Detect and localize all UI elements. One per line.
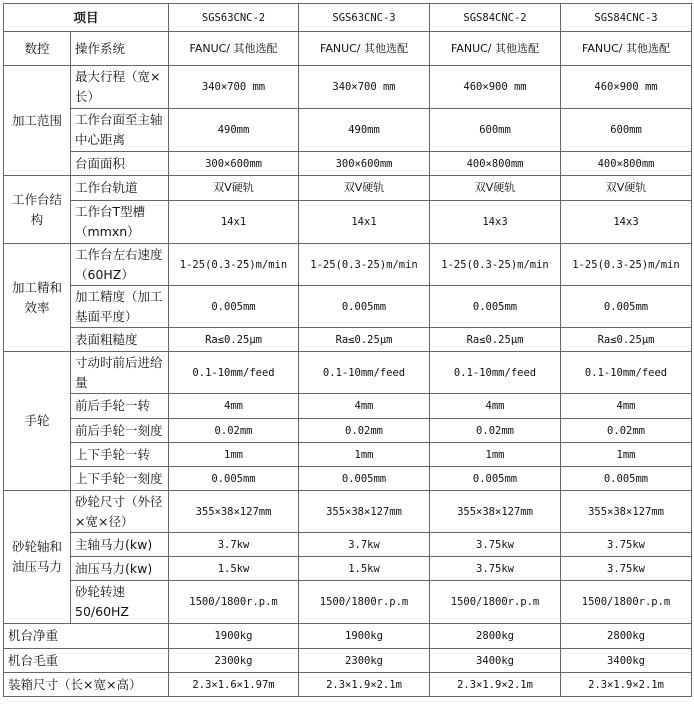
value-cell: 4mm [169,394,299,419]
value-cell: 490mm [299,109,430,152]
value-cell: 14x3 [561,201,692,244]
value-cell: 2800kg [561,624,692,649]
value-cell: 14x3 [430,201,561,244]
value-cell: 2.3×1.6×1.97m [169,673,299,697]
value-cell: 300×600mm [169,152,299,176]
value-cell: 1-25(0.3-25)m/min [430,244,561,286]
param-cell: 工作台面至主轴中心距离 [71,109,169,152]
table-row [4,328,692,352]
param-cell: 操作系统 [71,32,169,66]
table-row [4,649,692,673]
table-row [4,66,692,109]
value-cell: 14x1 [169,201,299,244]
value-cell: Ra≤0.25μm [561,328,692,352]
value-cell: 1900kg [299,624,430,649]
category-cell: 手轮 [4,352,71,491]
table-row [4,467,692,491]
value-cell: 0.005mm [430,286,561,328]
value-cell: 355×38×127mm [561,491,692,533]
table-row [4,244,692,286]
value-cell: 2.3×1.9×2.1m [299,673,430,697]
value-cell: 4mm [430,394,561,419]
spec-table [3,3,692,697]
table-row [4,419,692,443]
value-cell: Ra≤0.25μm [299,328,430,352]
value-cell: 2300kg [299,649,430,673]
table-row [4,581,692,624]
value-cell: 0.1-10mm/feed [299,352,430,394]
table-row [4,491,692,533]
param-cell: 工作台T型槽（mmxn） [71,201,169,244]
value-cell: 0.005mm [561,286,692,328]
param-cell: 前后手轮一转 [71,394,169,419]
value-cell: 1.5kw [299,557,430,581]
value-cell: 2.3×1.9×2.1m [430,673,561,697]
value-cell: 2300kg [169,649,299,673]
category-cell: 工作台结构 [4,176,71,244]
value-cell: 1500/1800r.p.m [561,581,692,624]
value-cell: Ra≤0.25μm [169,328,299,352]
value-cell: 0.02mm [561,419,692,443]
value-cell: 双V硬轨 [299,176,430,201]
table-row [4,286,692,328]
category-cell: 数控 [4,32,71,66]
param-cell: 上下手轮一刻度 [71,467,169,491]
value-cell: 1mm [169,443,299,467]
value-cell: 355×38×127mm [299,491,430,533]
value-cell: 0.02mm [299,419,430,443]
header-model: SGS84CNC-3 [561,4,692,32]
param-cell: 油压马力(kw) [71,557,169,581]
value-cell: 3400kg [561,649,692,673]
value-cell: 3.7kw [169,533,299,557]
value-cell: 0.1-10mm/feed [169,352,299,394]
table-row [4,176,692,201]
value-cell: 3.7kw [299,533,430,557]
value-cell: 3400kg [430,649,561,673]
value-cell: 1-25(0.3-25)m/min [299,244,430,286]
param-cell: 台面面积 [71,152,169,176]
value-cell: 0.005mm [561,467,692,491]
param-cell: 加工精度（加工基面平度） [71,286,169,328]
value-cell: 14x1 [299,201,430,244]
header-item-label: 项目 [4,4,169,32]
value-cell: FANUC/ 其他选配 [169,32,299,66]
param-cell: 最大行程（宽×长） [71,66,169,109]
value-cell: 400×800mm [561,152,692,176]
value-cell: 300×600mm [299,152,430,176]
value-cell: 400×800mm [430,152,561,176]
table-row [4,673,692,697]
value-cell: 0.005mm [169,467,299,491]
param-cell: 砂轮转速50/60HZ [71,581,169,624]
value-cell: 0.005mm [299,467,430,491]
table-row [4,394,692,419]
value-cell: 3.75kw [561,533,692,557]
value-cell: 1mm [430,443,561,467]
table-row [4,533,692,557]
table-row [4,443,692,467]
value-cell: FANUC/ 其他选配 [430,32,561,66]
row-label: 机台净重 [4,624,169,649]
value-cell: 1mm [561,443,692,467]
param-cell: 前后手轮一刻度 [71,419,169,443]
value-cell: 490mm [169,109,299,152]
value-cell: 0.1-10mm/feed [561,352,692,394]
value-cell: FANUC/ 其他选配 [299,32,430,66]
value-cell: 2.3×1.9×2.1m [561,673,692,697]
value-cell: 3.75kw [561,557,692,581]
header-model: SGS84CNC-2 [430,4,561,32]
param-cell: 上下手轮一转 [71,443,169,467]
value-cell: 1500/1800r.p.m [299,581,430,624]
value-cell: 4mm [561,394,692,419]
table-row [4,624,692,649]
category-cell: 加工范围 [4,66,71,176]
param-cell: 主轴马力(kw) [71,533,169,557]
table-row [4,557,692,581]
table-row [4,109,692,152]
value-cell: 355×38×127mm [430,491,561,533]
category-cell: 砂轮轴和油压马力 [4,491,71,624]
row-label: 机台毛重 [4,649,169,673]
value-cell: 双V硬轨 [561,176,692,201]
value-cell: FANUC/ 其他选配 [561,32,692,66]
value-cell: 1-25(0.3-25)m/min [169,244,299,286]
header-model: SGS63CNC-2 [169,4,299,32]
value-cell: 340×700 mm [299,66,430,109]
value-cell: 0.005mm [299,286,430,328]
param-cell: 砂轮尺寸（外径×宽×径） [71,491,169,533]
param-cell: 工作台轨道 [71,176,169,201]
category-cell: 加工精和效率 [4,244,71,352]
table-row [4,352,692,394]
table-row [4,152,692,176]
value-cell: 0.02mm [169,419,299,443]
header-row [4,4,692,32]
header-model: SGS63CNC-3 [299,4,430,32]
param-cell: 工作台左右速度（60HZ） [71,244,169,286]
value-cell: 355×38×127mm [169,491,299,533]
value-cell: 1900kg [169,624,299,649]
value-cell: 4mm [299,394,430,419]
value-cell: 双V硬轨 [169,176,299,201]
value-cell: 0.1-10mm/feed [430,352,561,394]
row-label: 装箱尺寸（长×宽×高） [4,673,169,697]
value-cell: 460×900 mm [561,66,692,109]
param-cell: 表面粗糙度 [71,328,169,352]
value-cell: 1-25(0.3-25)m/min [561,244,692,286]
value-cell: 340×700 mm [169,66,299,109]
value-cell: 1500/1800r.p.m [430,581,561,624]
value-cell: 双V硬轨 [430,176,561,201]
table-row [4,32,692,66]
value-cell: 3.75kw [430,557,561,581]
value-cell: 1500/1800r.p.m [169,581,299,624]
value-cell: 600mm [561,109,692,152]
value-cell: 1mm [299,443,430,467]
value-cell: 460×900 mm [430,66,561,109]
value-cell: 2800kg [430,624,561,649]
table-row [4,201,692,244]
value-cell: Ra≤0.25μm [430,328,561,352]
value-cell: 0.02mm [430,419,561,443]
value-cell: 1.5kw [169,557,299,581]
value-cell: 600mm [430,109,561,152]
value-cell: 0.005mm [430,467,561,491]
value-cell: 3.75kw [430,533,561,557]
value-cell: 0.005mm [169,286,299,328]
param-cell: 寸动时前后进给量 [71,352,169,394]
